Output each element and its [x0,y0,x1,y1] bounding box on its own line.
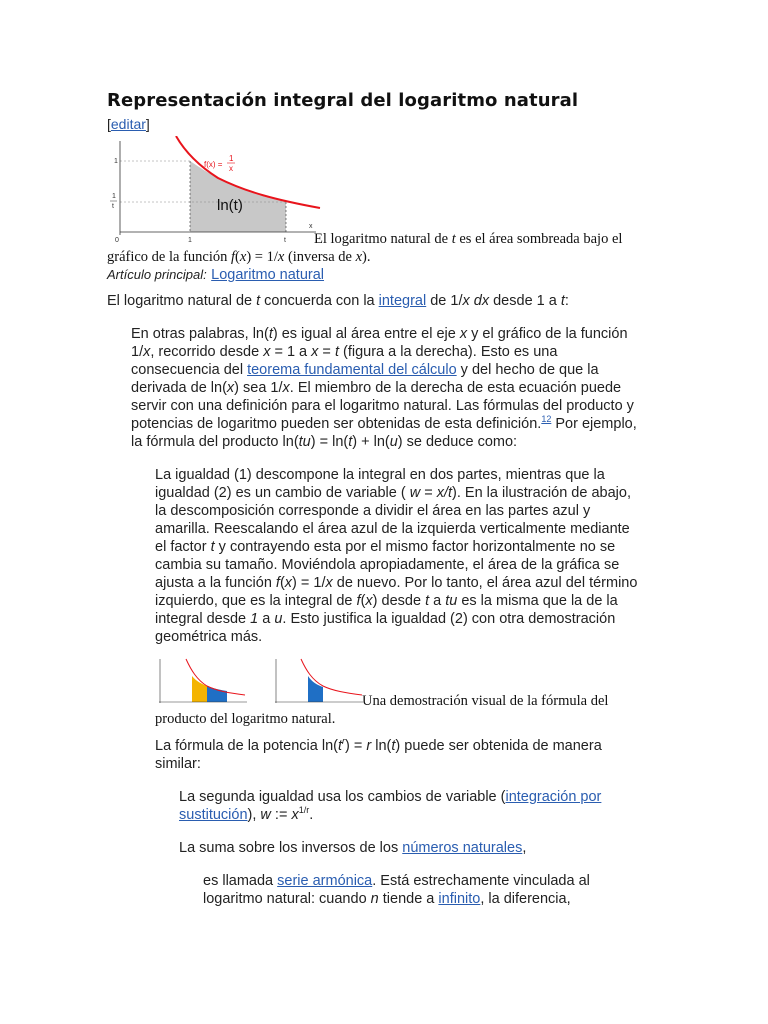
x-tick-1: 1 [188,237,192,244]
fx-denominator: x [229,164,233,173]
fx-numerator: 1 [229,154,234,163]
figure1-caption-line2: gráfico de la función f(x) = 1/x (inversa de x). [107,249,371,265]
intro-paragraph: El logaritmo natural de t concuerda con la integral de 1/x dx desde 1 a t: [107,293,569,309]
section-heading: Representación integral del logaritmo natural [107,90,579,111]
x-axis-label: x [309,223,313,230]
ln-integral-figure [106,136,322,248]
product-plot-left [159,659,247,703]
para4: La segunda igualdad usa los cambios de variable (integración por sustitución), w := $x^{1/r}$. [179,789,602,823]
main-article-note: Artículo principal: Logaritmo natural [107,267,325,283]
para1: En otras palabras, ln(t) es igual al área entre el eje x y el gráfico de la función 1/x, recorrido desde x = 1 a x = t (figura a la derecha). Esto es una consecuencia del teorema fundamental del cálculo y del hecho de que la derivada de ln(x) sea 1/x. El miembro de la derecha de esta ecuación puede servir con una definición para el logaritmo natural. Las fórmulas del producto y potencias de logaritmo pueden ser obtenidas de esta definición.$^{12}$ Por ejemplo, la fórmula del producto ln(tu) = ln(t) + ln(u) se deduce como: [131,326,637,450]
y-tick-one: 1 [112,193,116,200]
edit-link[interactable]: editar [110,116,146,132]
para6: es llamada serie armónica. Está estrechamente vinculada al logaritmo natural: cuando n tiende a infinito, la diferencia, [203,873,590,907]
natural-numbers-link[interactable]: números naturales [402,840,523,856]
fx-label: f(x) = [204,160,223,169]
fundamental-theorem-link[interactable]: teorema fundamental del cálculo [247,362,457,378]
product-plot-right [275,659,363,703]
ln-t-label: ln(t) [217,197,243,214]
main-article-link[interactable]: Logaritmo natural [211,267,325,283]
origin-label: 0 [115,237,119,244]
figure2-caption-line2: producto del logaritmo natural. [155,711,336,727]
para3: La fórmula de la potencia $\ln(t^r) = r$ ln(t) puede ser obtenida de manera similar: [155,736,602,772]
integral-link[interactable]: integral [378,293,427,309]
x-tick-t: t [284,237,286,244]
blue-area-left [207,686,227,702]
figure2-caption-line1: Una demostración visual de la fórmula del [362,693,609,709]
product-rule-figure [155,656,365,708]
substitution-link[interactable]: sustitución [179,807,248,823]
reference-12-link[interactable]: 12 [541,414,552,425]
y-tick-1: 1 [114,158,118,165]
edit-section: [editar] [107,116,150,132]
figure1-caption-line1: El logaritmo natural de t es el área sombreada bajo el [314,231,623,247]
para2: La igualdad (1) descompone la integral en dos partes, mientras que la igualdad (2) es un cambio de variable ( w = x/t). En la ilustración de abajo, la descomposición corresponde a dividir el área en las partes azul y amarilla. Reescalando el área azul de la izquierda verticalmente mediante el factor t y contrayendo esta por el mismo factor horizontalmente no se cambia su tamaño. Moviéndola apropiadamente, el área de la gráfica se ajusta a la función f(x) = 1/x de nuevo. Por lo tanto, el área azul del término izquierdo, que es la integral de f(x) desde t a tu es la misma que la de la integral desde 1 a u. Esto justifica la igualdad (2) con otra demostración geométrica más. [155,467,638,645]
infinity-link[interactable]: infinito [438,891,481,907]
para5: La suma sobre los inversos de los números naturales, [179,840,527,856]
harmonic-series-link[interactable]: serie armónica [277,873,373,889]
integration-by-substitution-link[interactable]: integración por [505,789,602,805]
y-tick-t: t [112,203,114,210]
